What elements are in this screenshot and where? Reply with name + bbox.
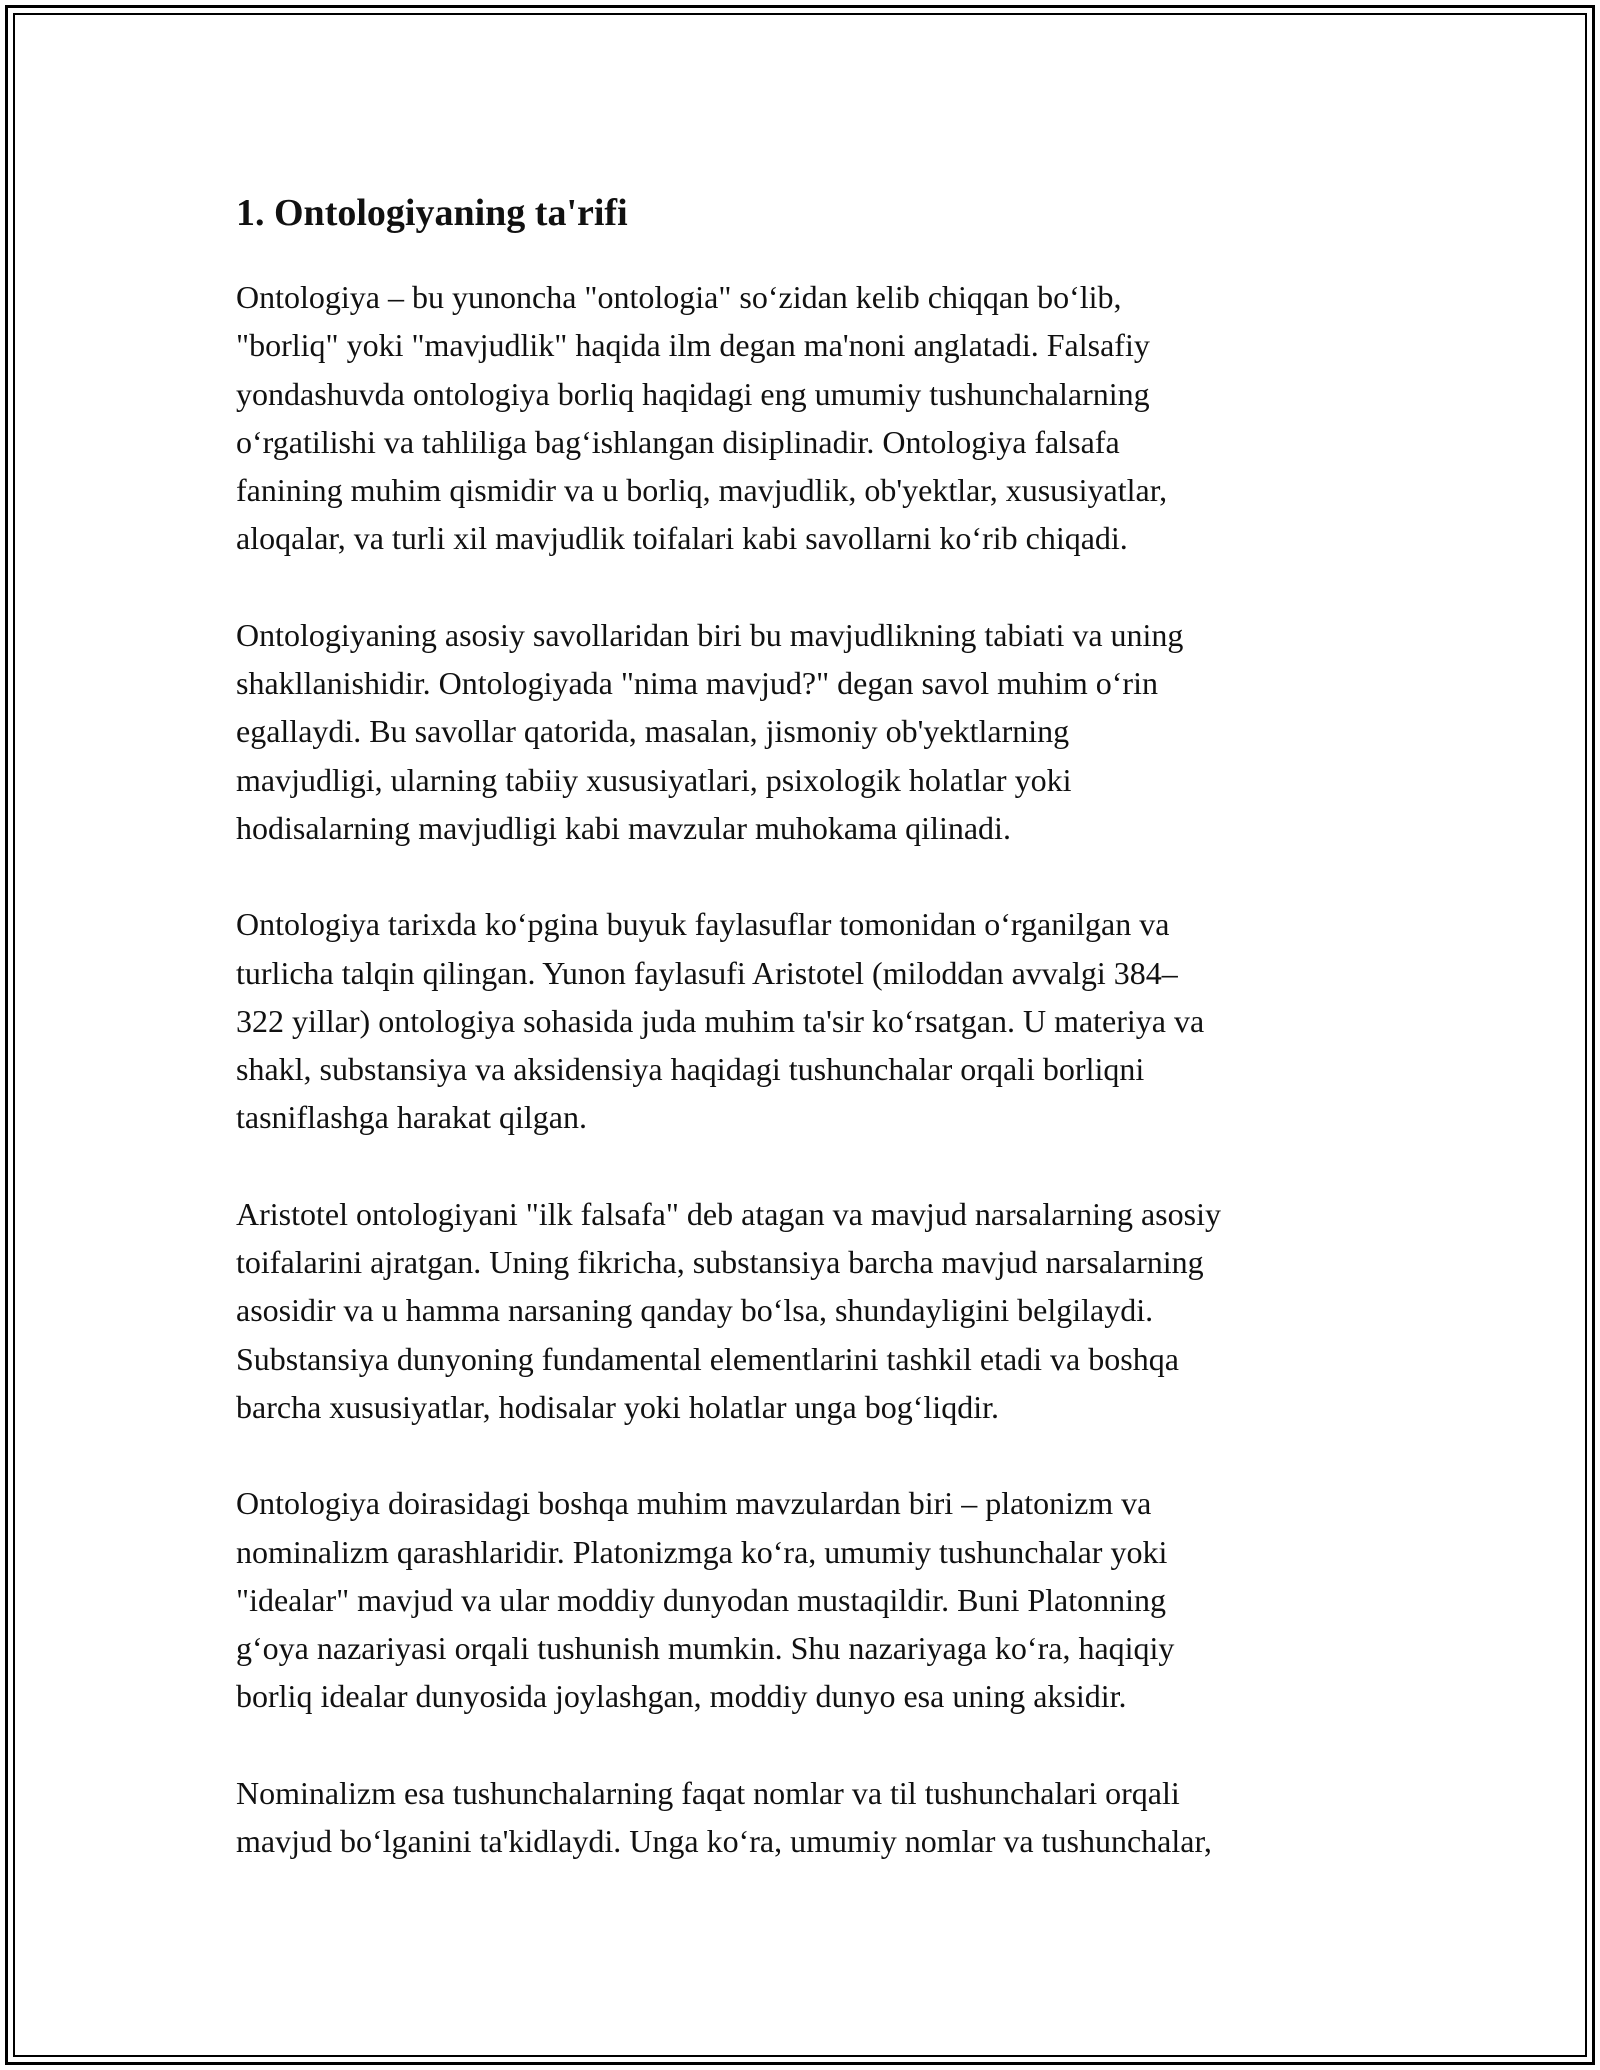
paragraph-line: "idealar" mavjud va ular moddiy dunyodan mustaqildir. Buni Platonning	[236, 1581, 1166, 1618]
paragraph-line: Nominalizm esa tushunchalarning faqat nomlar va til tushunchalari orqali	[236, 1774, 1180, 1811]
paragraph-line: "borliq" yoki "mavjudlik" haqida ilm degan ma'noni anglatadi. Falsafiy	[236, 327, 1150, 364]
paragraph-line: Ontologiyaning asosiy savollaridan biri bu mavjudlikning tabiati va uning	[236, 616, 1184, 653]
paragraph-line: mavjudligi, ularning tabiiy xususiyatlari, psixologik holatlar yoki	[236, 761, 1072, 798]
paragraph-line: o‘rgatilishi va tahliliga bag‘ishlangan disiplinadir. Ontologiya falsafa	[236, 423, 1120, 460]
paragraph-line: mavjud bo‘lganini ta'kidlaydi. Unga ko‘ra, umumiy nomlar va tushunchalar,	[236, 1823, 1212, 1860]
paragraph-line: toifalarini ajratgan. Uning fikricha, substansiya barcha mavjud narsalarning	[236, 1244, 1204, 1281]
paragraph-definition	[236, 273, 1386, 563]
paragraph-aristotle	[236, 1190, 1386, 1431]
paragraph-line: Ontologiya – bu yunoncha "ontologia" so‘zidan kelib chiqqan bo‘lib,	[236, 279, 1122, 315]
paragraph-line: turlicha talqin qilingan. Yunon faylasufi Aristotel (miloddan avvalgi 384–	[236, 954, 1178, 991]
document-body	[236, 185, 1386, 1913]
paragraph-line: fanining muhim qismidir va u borliq, mavjudlik, ob'yektlar, xususiyatlar,	[236, 472, 1168, 509]
paragraph-line: asosidir va u hamma narsaning qanday bo‘lsa, shundayligini belgilaydi.	[236, 1292, 1154, 1329]
paragraph-line: aloqalar, va turli xil mavjudlik toifalari kabi savollarni ko‘rib chiqadi.	[236, 520, 1128, 557]
section-heading: 1. Ontologiyaning ta'rifi	[236, 192, 628, 234]
paragraph-nominalism	[236, 1769, 1386, 1866]
paragraph-history	[236, 900, 1386, 1141]
paragraph-line: nominalizm qarashlaridir. Platonizmga ko‘ra, umumiy tushunchalar yoki	[236, 1533, 1168, 1570]
paragraph-line: tasniflashga harakat qilgan.	[236, 1099, 587, 1136]
paragraph-line: Aristotel ontologiyani "ilk falsafa" deb atagan va mavjud narsalarning asosiy	[236, 1195, 1221, 1232]
paragraph-line: egallaydi. Bu savollar qatorida, masalan, jismoniy ob'yektlarning	[236, 713, 1070, 750]
paragraph-line: Ontologiya tarixda ko‘pgina buyuk faylasuflar tomonidan o‘rganilgan va	[236, 906, 1170, 943]
paragraph-platonism	[236, 1479, 1386, 1720]
paragraph-line: shakllanishidir. Ontologiyada "nima mavjud?" degan savol muhim o‘rin	[236, 665, 1158, 702]
paragraph-line: Ontologiya doirasidagi boshqa muhim mavzulardan biri – platonizm va	[236, 1485, 1152, 1522]
paragraph-line: 322 yillar) ontologiya sohasida juda muhim ta'sir ko‘rsatgan. U materiya va	[236, 1002, 1205, 1039]
paragraph-main-questions	[236, 611, 1386, 852]
paragraph-line: borliq idealar dunyosida joylashgan, moddiy dunyo esa uning aksidir.	[236, 1678, 1127, 1715]
paragraph-line: Substansiya dunyoning fundamental elementlarini tashkil etadi va boshqa	[236, 1340, 1179, 1377]
paragraph-line: shakl, substansiya va aksidensiya haqidagi tushunchalar orqali borliqni	[236, 1051, 1145, 1088]
paragraph-line: g‘oya nazariyasi orqali tushunish mumkin. Shu nazariyaga ko‘ra, haqiqiy	[236, 1630, 1175, 1667]
paragraph-line: barcha xususiyatlar, hodisalar yoki holatlar unga bog‘liqdir.	[236, 1388, 999, 1425]
paragraph-line: hodisalarning mavjudligi kabi mavzular muhokama qilinadi.	[236, 809, 1011, 846]
paragraph-line: yondashuvda ontologiya borliq haqidagi eng umumiy tushunchalarning	[236, 375, 1150, 412]
